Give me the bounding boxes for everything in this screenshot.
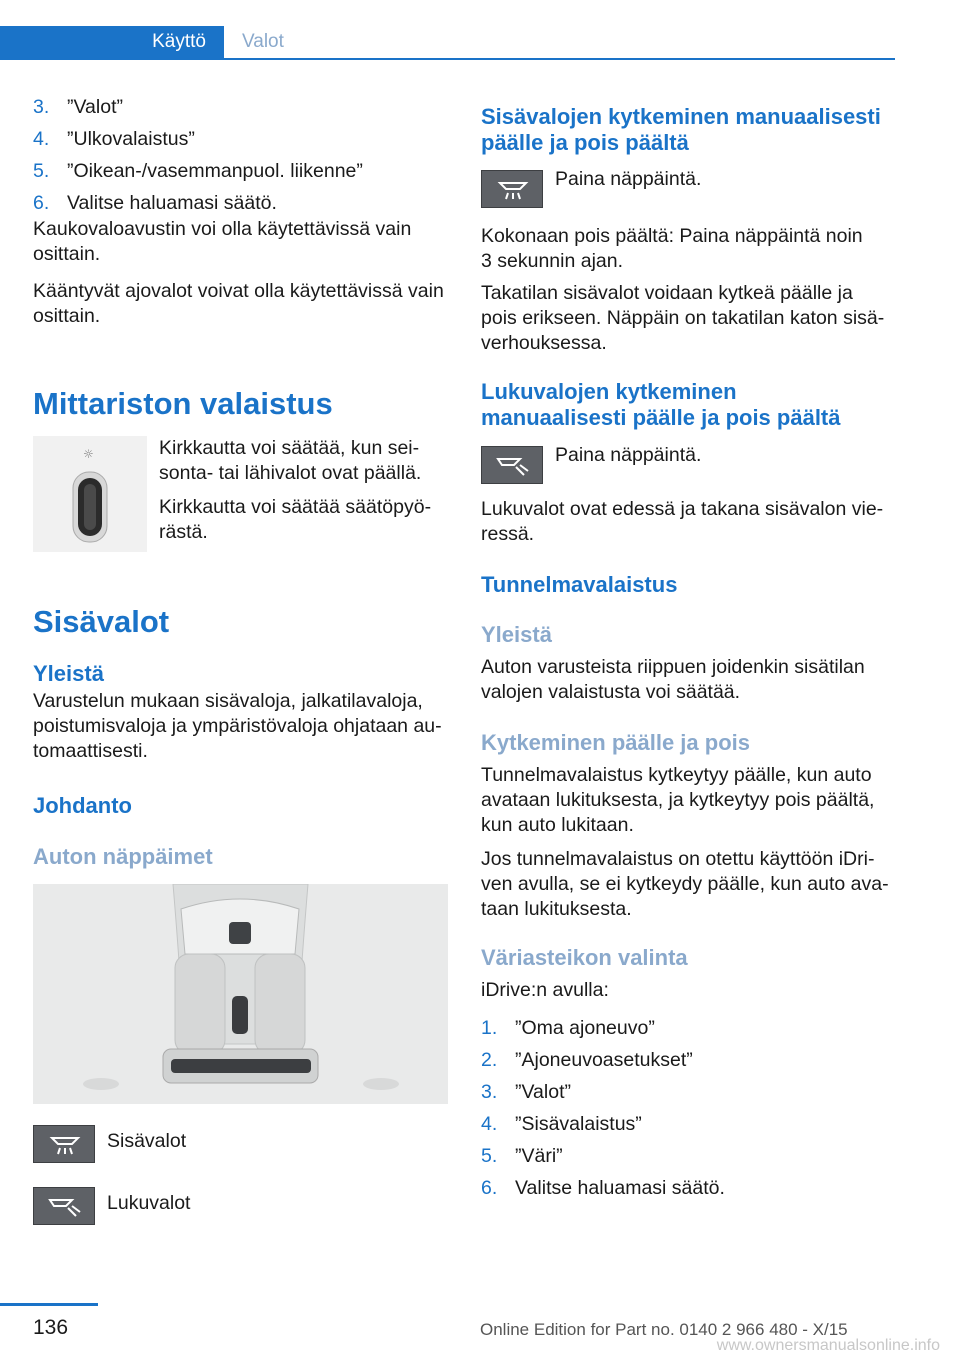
heading-kytkeminen: Kytkeminen päälle ja pois <box>481 730 750 755</box>
heading-mittariston-valaistus: Mittariston valaistus <box>33 386 333 421</box>
heading-johdanto: Johdanto <box>33 793 132 818</box>
list-item: 4. ”Sisävalaistus” <box>481 1113 642 1135</box>
list-item: 2. ”Ajoneuvoasetukset” <box>481 1049 693 1071</box>
paragraph-yleista: Varustelun mukaan sisävaloja, jalkatilavaloja, poistumisvaloja ja ympäristövaloja ohjataan au- tomaattisesti. <box>33 690 442 762</box>
header-rule <box>224 58 895 60</box>
paragraph-takatila: Takatilan sisävalot voidaan kytkeä päälle ja pois erikseen. Näppäin on takatilan katon sisä- verhouksessa. <box>481 282 885 354</box>
interior-light-icon <box>34 1126 96 1164</box>
paragraph-kytkeminen: Tunnelmavalaistus kytkeytyy päälle, kun auto avataan lukituksesta, ja kytkeytyy pois päältä, kun auto lukitaan. <box>481 764 875 836</box>
lukuvalot-label: Lukuvalot <box>107 1192 191 1214</box>
page-number: 136 <box>33 1316 69 1339</box>
list-item: 6. Valitse haluamasi säätö. <box>481 1177 725 1199</box>
list-item: 4. ”Ulkovalaistus” <box>33 128 195 150</box>
heading-sisavalot: Sisävalot <box>33 604 170 639</box>
interior-press-row <box>481 170 701 208</box>
dimmer-wheel-image <box>33 436 147 552</box>
online-edition-note: Online Edition for Part no. 0140 2 966 480 - X/15 <box>480 1320 848 1339</box>
list-item: 3. ”Valot” <box>481 1081 571 1103</box>
reading-press-row <box>481 446 701 484</box>
heading-lukuvalot: Lukuvalojen kytkeminen manuaalisesti päälle ja pois päältä <box>481 379 841 430</box>
list-item: 6. Valitse haluamasi säätö. <box>33 192 277 214</box>
heading-yleista: Yleistä <box>33 661 104 686</box>
page-header <box>0 26 895 60</box>
mittaristo-text: Kirkkautta voi säätää, kun sei- sonta- tai lähivalot ovat päällä. Kirkkautta voi säätää säätöpyö- rästä. <box>159 437 432 543</box>
paragraph-kokonaan: Kokonaan pois päältä: Paina näppäintä noin 3 sekunnin ajan. <box>481 225 863 272</box>
reading-light-icon <box>34 1188 96 1226</box>
list-item: 1. ”Oma ajoneuvo” <box>481 1017 655 1039</box>
numbered-list-1 <box>33 95 448 223</box>
paragraph-jos: Jos tunnelmavalaistus on otettu käyttöön iDri- ven avulla, se ei kytkeydy päälle, kun auto ava- taan lukituksesta. <box>481 848 889 920</box>
interior-light-icon <box>482 171 544 209</box>
interior-light-button-right[interactable] <box>481 170 543 208</box>
tab-kaytto[interactable]: Käyttö <box>0 26 224 60</box>
sisavalot-button-row <box>33 1125 186 1163</box>
interior-light-button[interactable] <box>33 1125 95 1163</box>
paina-text: Paina näppäintä. <box>555 444 702 466</box>
numbered-list-2 <box>481 1016 895 1208</box>
list-item: 5. ”Väri” <box>481 1145 563 1167</box>
paragraph-kaukovalo: Kaukovaloavustin voi olla käytettävissä vain osittain. <box>33 218 412 265</box>
heading-yleista-right: Yleistä <box>481 622 552 647</box>
heading-auton-nappaimet: Auton näppäimet <box>33 844 213 869</box>
paragraph-lukuvalot: Lukuvalot ovat edessä ja takana sisävalon vie- ressä. <box>481 498 884 545</box>
paragraph-idrive: iDrive:n avulla: <box>481 979 609 1001</box>
left-column <box>33 95 448 341</box>
sisavalot-label: Sisävalot <box>107 1130 187 1152</box>
tab-valot[interactable]: Valot <box>242 31 284 52</box>
dimmer-wheel-icon <box>33 436 147 552</box>
watermark: www.ownersmanualsonline.info <box>716 1337 940 1354</box>
overhead-console-image <box>33 884 448 1104</box>
paragraph-kaantyvat: Kääntyvät ajovalot voivat olla käytettävissä vain osittain. <box>33 280 444 327</box>
heading-variasteikko: Väriasteikon valinta <box>481 945 688 970</box>
reading-light-button[interactable] <box>33 1187 95 1225</box>
heading-tunnelmavalaistus: Tunnelmavalaistus <box>481 572 678 597</box>
paina-text: Paina näppäintä. <box>555 168 702 190</box>
overhead-console-illustration <box>33 884 448 1104</box>
paragraph-yleista-right: Auton varusteista riippuen joidenkin sisätilan valojen valaistusta voi säätää. <box>481 656 865 703</box>
heading-manual-interior: Sisävalojen kytkeminen manuaalisesti päälle ja pois päältä <box>481 104 881 155</box>
list-item: 5. ”Oikean-/vasemmanpuol. liikenne” <box>33 160 363 182</box>
reading-light-button-right[interactable] <box>481 446 543 484</box>
list-item: 3. ”Valot” <box>33 96 123 118</box>
lukuvalot-button-row <box>33 1187 190 1225</box>
reading-light-icon <box>482 447 544 485</box>
svg-text:☼: ☼ <box>83 447 94 461</box>
footer-rule <box>0 1303 98 1306</box>
